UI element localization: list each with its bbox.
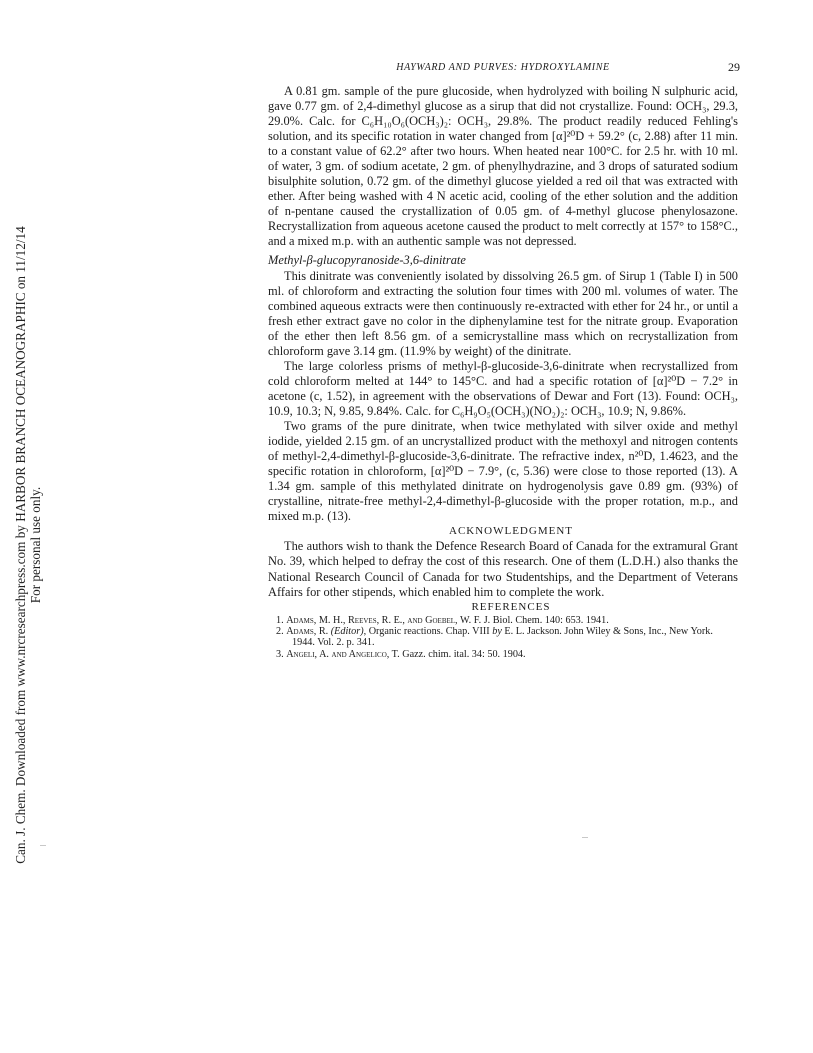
reference-number: 2. — [276, 626, 284, 638]
paragraph-methylation: Two grams of the pure dinitrate, when twice methylated with silver oxide and methyl iodide, yielded 2.15 gm. of an uncrystallized product with the methoxyl and nitrogen contents of methyl-2,4-dimethyl-β-glucoside-3,6-dinitrate. The refractive index, n²⁰D, 1.4623, and the specific rotation in chloroform, [α]²⁰D − 7.9°, (c, 5.36) were close to those reported (13). A 1.34 gm. sample of this methylated dinitrate on hydrogenolysis gave 0.89 gm. (93%) of crystalline, nitrate-free methyl-2,4-dimethyl-β-glucoside with the proper rotation, m.p., and mixed m.p. (13). — [268, 419, 738, 524]
page-number: 29 — [728, 60, 740, 74]
reference-item-2 — [268, 626, 738, 649]
watermark-line-2: For personal use only. — [27, 486, 43, 604]
acknowledgment-heading: ACKNOWLEDGMENT — [449, 525, 573, 538]
section-title-dinitrate: Methyl-β-glucopyranoside-3,6-dinitrate — [268, 252, 466, 267]
reference-item-3 — [268, 649, 738, 660]
references-heading: REFERENCES — [471, 600, 551, 613]
download-watermark — [14, 130, 54, 960]
scan-speck — [582, 837, 588, 838]
watermark-line-1: Can. J. Chem. Downloaded from www.nrcresearchpress.com by HARBOR BRANCH OCEANOGRAPHIC on 11/12/14 — [13, 226, 28, 864]
paragraph-dinitrate-properties: The large colorless prisms of methyl-β-glucoside-3,6-dinitrate when recrystallized from cold chloroform melted at 144° to 145°C. and had a specific rotation of [α]²⁰D − 7.2° in acetone (c, 1.52), in agreement with the observations of Dewar and Fort (13). Found: OCH₃, 10.9, 10.3; N, 9.85, 9.84%. Calc. for C₆H₉O₅(OCH₃)(NO₂)₂: OCH₃, 10.9; N, 9.86%. — [268, 358, 738, 418]
running-head: HAYWARD AND PURVES: HYDROXYLAMINE — [396, 62, 610, 73]
reference-by: by — [492, 626, 502, 638]
reference-editor: (Editor) — [330, 626, 364, 638]
reference-source: Gazz. chim. ital. 34: 50. 1904. — [399, 648, 526, 660]
scan-speck — [40, 845, 46, 846]
reference-title: , Organic reactions. Chap. VIII — [363, 626, 493, 638]
reference-authors: Adams, M. H., Reeves, R. E., and Goebel, W. F. — [286, 614, 482, 626]
paragraph-dinitrate-isolation: This dinitrate was conveniently isolated by dissolving 26.5 gm. of Sirup 1 (Table I) in 500 ml. of chloroform and extracting the solution four times with 200 ml. volumes of water. The combined aqueous extracts were then continuously re-extracted with ether for 24 hr., or until a fresh ether extract gave no color in the diphenylamine test for the nitrate group. Evaporation of the ether then left 8.56 gm. of a semicrystalline mass which on recrystallization from chloroform gave 3.14 gm. (11.9% by weight) of the dinitrate. — [268, 268, 738, 358]
reference-number: 3. — [276, 648, 284, 660]
references-list — [268, 615, 738, 661]
paragraph-glucoside-hydrolysis: A 0.81 gm. sample of the pure glucoside, when hydrolyzed with boiling N sulphuric acid, gave 0.77 gm. of 2,4-dimethyl glucose as a sirup that did not crystallize. Found: OCH₃, 29.3, 29.0%. Calc. for C₆H₁₀O₆(OCH₃)₂: OCH₃, 29.8%. The product readily reduced Fehling's solution, and its specific rotation in water changed from [α]²⁰D + 59.2° (c, 2.88) after 11 min. to a constant value of 62.2° after two hours. When heated near 100°C. for 2.5 hr. with 10 ml. of water, 3 gm. of sodium acetate, 2 gm. of phenylhydrazine, and 3 drops of saturated sodium bisulphite solution, 0.72 gm. of the dimethyl glucose yielded a red oil that was extracted with ether. After being washed with 4 N acetic acid, cooling of the ether solution and the addition of n-pentane caused the crystallization of 0.05 gm. of 4-methyl glucose phenylosazone. Recrystallization from aqueous acetone caused the product to melt correctly at 157° to 158°C., and a mixed m.p. with an authentic sample was not depressed. — [268, 84, 738, 249]
reference-authors: Adams, R. — [286, 626, 329, 638]
main-text-column — [268, 84, 738, 660]
reference-source: J. Biol. Chem. 140: 653. 1941. — [481, 614, 609, 626]
acknowledgment-text: The authors wish to thank the Defence Research Board of Canada for the extramural Grant No. 39, which helped to defray the cost of this research. One of them (L.D.H.) also thanks the National Research Council of Canada for two Studentships, and the Department of Veterans Affairs for other stipends, which enabled him to complete the work. — [268, 539, 738, 599]
reference-authors: Angeli, A. and Angelico, T. — [286, 648, 400, 660]
reference-number: 1. — [276, 614, 284, 626]
reference-source: E. L. Jackson. John Wiley & Sons, Inc., New York. 1944. Vol. 2. p. 341. — [292, 626, 713, 649]
reference-item-1 — [268, 615, 738, 626]
